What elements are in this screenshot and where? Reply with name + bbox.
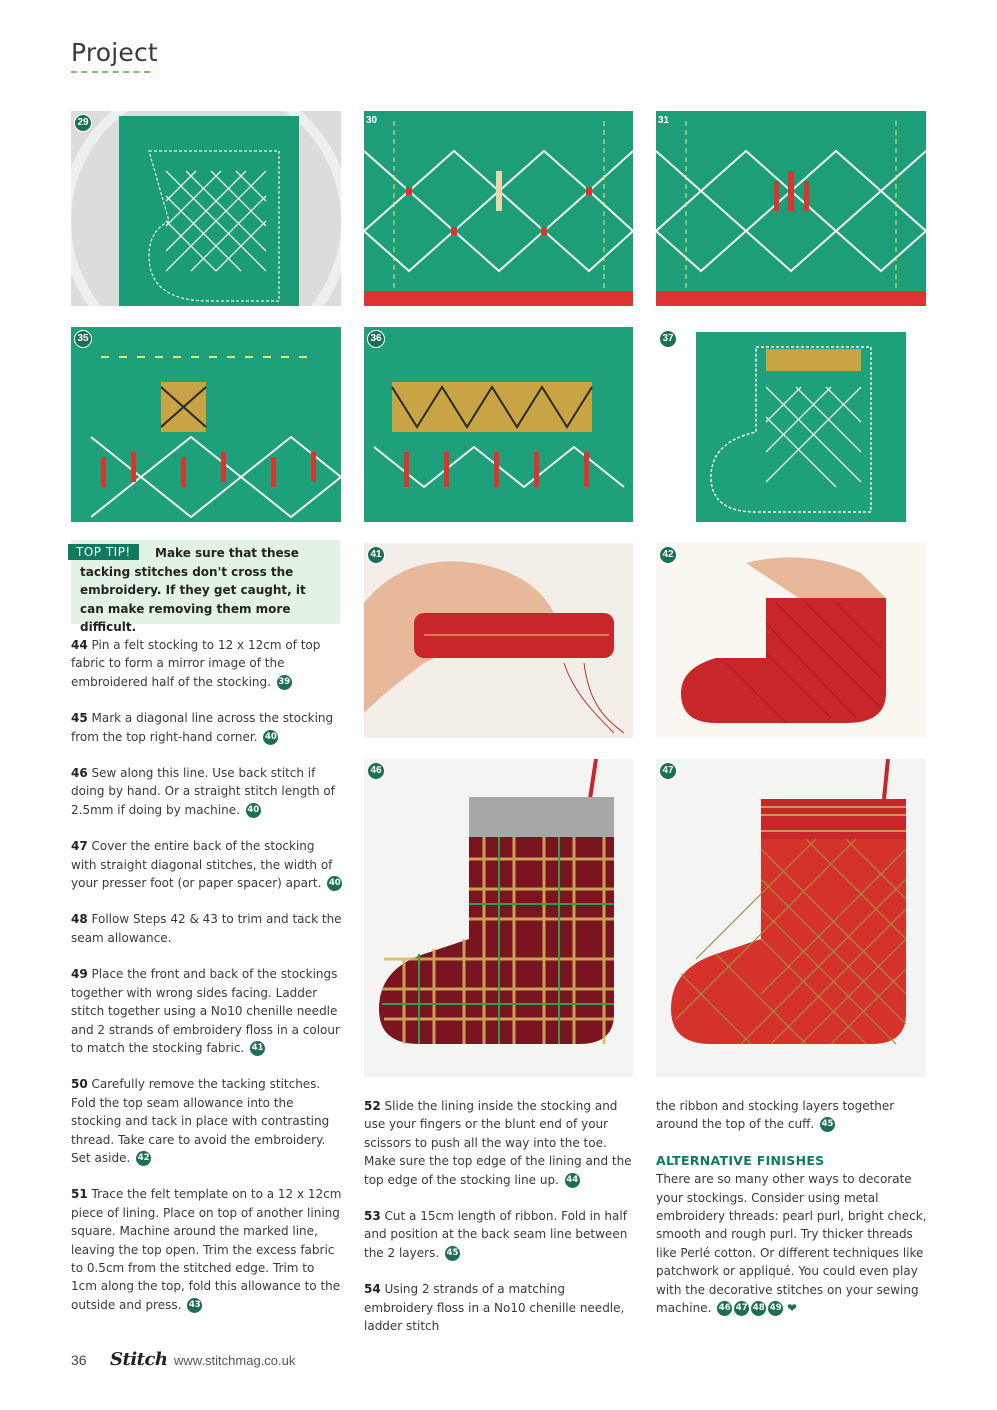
magazine-logo: Stitch <box>110 1349 168 1370</box>
top-tip-label: TOP TIP! <box>68 544 139 560</box>
top-tip-box <box>71 540 340 634</box>
photo-reference: 47 <box>734 1301 749 1316</box>
photo-number: 30 <box>366 115 378 126</box>
photo-47 <box>656 759 926 1077</box>
photo-number: 47 <box>659 762 677 780</box>
text-column-right <box>656 1097 928 1317</box>
photo-reference: 40 <box>246 803 261 818</box>
step-54-continued: the ribbon and stocking layers together around the top of the cuff. 45 <box>656 1099 895 1132</box>
section-title: Project <box>71 38 158 67</box>
step-50: 50 Carefully remove the tacking stitches. Fold the top seam allowance into the stocking and tack in place with contrasting thread. Take care to avoid the embroidery. Set aside. 42 <box>71 1077 330 1165</box>
photo-reference: 43 <box>187 1298 202 1313</box>
photo-reference: 45 <box>820 1117 835 1132</box>
photo-reference: 44 <box>565 1173 580 1188</box>
photo-41 <box>364 543 633 738</box>
photo-reference: 40 <box>263 730 278 745</box>
step-47: 47 Cover the entire back of the stocking with straight diagonal stitches, the width of your presser foot (or paper spacer) apart. 40 <box>71 839 341 891</box>
top-tip-text: Make sure that these tacking stitches don't cross the embroidery. If they get caught, it can make removing them more difficult. <box>80 546 306 634</box>
photo-number: 37 <box>659 330 677 348</box>
photo-number: 46 <box>367 762 385 780</box>
photo-reference: 39 <box>277 675 292 690</box>
photo-reference: 40 <box>327 876 342 891</box>
alternative-finishes-heading: ALTERNATIVE FINISHES <box>656 1152 825 1168</box>
step-46: 46 Sew along this line. Use back stitch if doing by hand. Or a straight stitch length of 2.5mm if doing by machine. 40 <box>71 766 335 817</box>
photo-reference: 45 <box>445 1246 460 1261</box>
website-url: www.stitchmag.co.uk <box>174 1353 296 1368</box>
alternative-finishes-text: There are so many other ways to decorate your stockings. Consider using metal embroidery threads: pearl purl, bright check, smooth and rough purl. Try thicker threads like Perlé cotton. Or different techniques like patchwork or appliqué. You could even play with the decorative stitches on your sewing machine. 46 47 48 49 ❤ <box>656 1172 927 1316</box>
photo-31 <box>656 111 926 306</box>
photo-number: 41 <box>367 546 385 564</box>
step-45: 45 Mark a diagonal line across the stocking from the top right-hand corner. 40 <box>71 711 334 744</box>
section-underline <box>71 71 150 73</box>
photo-30 <box>364 111 633 306</box>
step-44: 44 Pin a felt stocking to 12 x 12cm of top fabric to form a mirror image of the embroidered half of the stocking. 39 <box>71 638 321 689</box>
step-48: 48 Follow Steps 42 & 43 to trim and tack the seam allowance. <box>71 912 342 945</box>
photo-reference: 46 <box>717 1301 732 1316</box>
photo-number: 31 <box>658 115 670 126</box>
step-53: 53 Cut a 15cm length of ribbon. Fold in half and position at the back seam line between the 2 layers. 45 <box>364 1209 628 1260</box>
photo-reference: 42 <box>136 1151 151 1166</box>
photo-reference: 48 <box>751 1301 766 1316</box>
photo-reference: 41 <box>250 1041 265 1056</box>
photo-number: 36 <box>367 330 385 348</box>
step-51: 51 Trace the felt template on to a 12 x 12cm piece of lining. Place on top of another lining square. Machine around the marked line, leaving the top open. Trim the excess fabric to 0.5cm from the stitched edge. Trim to 1cm along the top, fold this allowance to the outside and press. 43 <box>71 1187 342 1312</box>
photo-37 <box>656 327 926 522</box>
photo-number: 29 <box>74 114 92 132</box>
photo-46 <box>364 759 633 1077</box>
photo-36 <box>364 327 633 522</box>
page-number: 36 <box>71 1352 87 1368</box>
heart-icon: ❤ <box>787 1301 798 1316</box>
step-49: 49 Place the front and back of the stockings together with wrong sides facing. Ladder stitch together using a No10 chenille needle and 2 strands of embroidery floss in a colour to match the stocking fabric. 41 <box>71 967 340 1055</box>
step-52: 52 Slide the lining inside the stocking and use your fingers or the blunt end of your scissors to push all the way into the toe. Make sure the top edge of the lining and the top edge of the stocking line up. 44 <box>364 1099 632 1187</box>
photo-number: 42 <box>659 546 677 564</box>
photo-42 <box>656 543 926 738</box>
photo-number: 35 <box>74 330 92 348</box>
photo-reference: 49 <box>768 1301 783 1316</box>
photo-35 <box>71 327 341 522</box>
photo-29 <box>71 111 341 306</box>
step-54: 54 Using 2 strands of a matching embroidery floss in a No10 chenille needle, ladder stitch <box>364 1282 625 1334</box>
text-column-middle <box>364 1097 634 1335</box>
text-column-left <box>71 636 343 1314</box>
